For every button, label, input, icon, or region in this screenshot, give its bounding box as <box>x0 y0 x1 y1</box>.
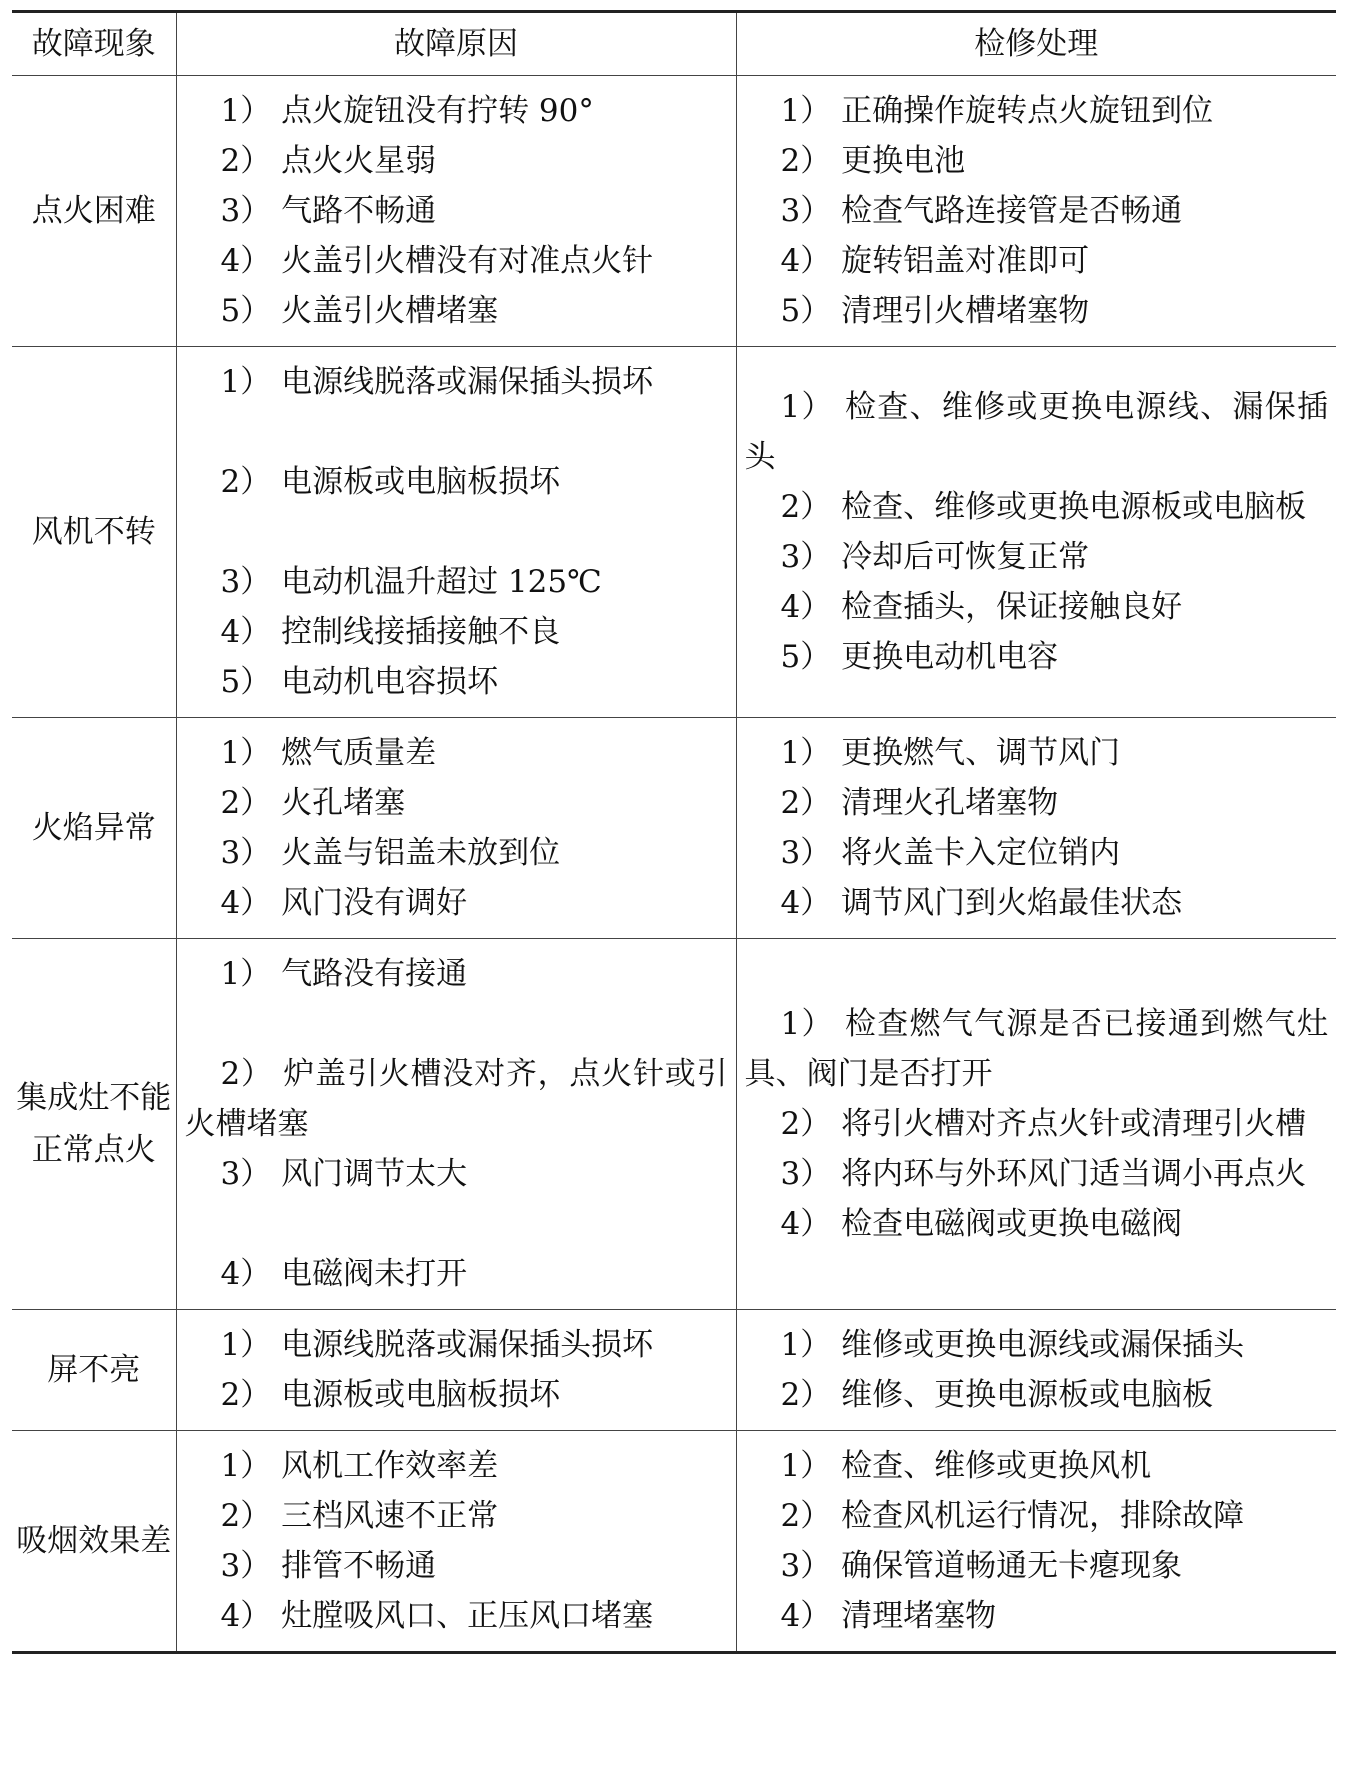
cause-line: 2） 火孔堵塞 <box>220 785 406 821</box>
cause-cell <box>176 1431 736 1653</box>
cause-line: 1） 气路没有接通 <box>220 956 468 992</box>
fix-line: 1） 检查、维修或更换电源线、漏保插头 <box>744 389 1328 475</box>
header-fix: 检修处理 <box>736 12 1336 76</box>
cause-cell <box>176 76 736 347</box>
fix-cell <box>736 1310 1336 1431</box>
cause-line: 3） 气路不畅通 <box>220 193 437 229</box>
cause-line: 3） 火盖与铝盖未放到位 <box>220 835 561 871</box>
fix-line: 2） 将引火槽对齐点火针或清理引火槽 <box>780 1106 1307 1142</box>
table-row <box>12 76 1336 347</box>
cause-line: 3） 排管不畅通 <box>220 1548 437 1584</box>
fix-line: 1） 维修或更换电源线或漏保插头 <box>780 1327 1245 1363</box>
cause-line: 4） 火盖引火槽没有对准点火针 <box>220 243 654 279</box>
cause-line: 2） 电源板或电脑板损坏 <box>220 1377 561 1413</box>
line-gap <box>185 1199 728 1249</box>
fix-line: 4） 清理堵塞物 <box>780 1598 997 1634</box>
fix-cell <box>736 718 1336 939</box>
fix-line: 2） 清理火孔堵塞物 <box>780 785 1059 821</box>
fix-cell <box>736 76 1336 347</box>
cause-cell <box>176 718 736 939</box>
fix-line: 3） 检查气路连接管是否畅通 <box>780 193 1183 229</box>
cause-line: 3） 风门调节太大 <box>220 1156 468 1192</box>
symptom-cell: 屏不亮 <box>12 1310 176 1431</box>
cause-line: 2） 三档风速不正常 <box>220 1498 499 1534</box>
fix-line: 2） 更换电池 <box>780 143 966 179</box>
line-gap <box>185 507 728 557</box>
header-cause: 故障原因 <box>176 12 736 76</box>
fix-line: 1） 检查燃气气源是否已接通到燃气灶具、阀门是否打开 <box>744 1006 1328 1092</box>
line-gap <box>185 999 728 1049</box>
header-row <box>12 12 1336 76</box>
cause-line: 5） 火盖引火槽堵塞 <box>220 293 499 329</box>
header-symptom: 故障现象 <box>12 12 176 76</box>
table-row <box>12 718 1336 939</box>
table-row <box>12 347 1336 718</box>
fix-line: 3） 将火盖卡入定位销内 <box>780 835 1121 871</box>
cause-line: 4） 灶膛吸风口、正压风口堵塞 <box>220 1598 654 1634</box>
cause-line: 2） 点火火星弱 <box>220 143 437 179</box>
fix-line: 2） 检查风机运行情况，排除故障 <box>780 1498 1245 1534</box>
fix-line: 5） 更换电动机电容 <box>780 639 1059 675</box>
fix-line: 3） 将内环与外环风门适当调小再点火 <box>780 1156 1307 1192</box>
fix-line: 4） 调节风门到火焰最佳状态 <box>780 885 1183 921</box>
symptom-cell: 火焰异常 <box>12 718 176 939</box>
fix-line: 4） 旋转铝盖对准即可 <box>780 243 1090 279</box>
symptom-cell: 点火困难 <box>12 76 176 347</box>
cause-cell <box>176 347 736 718</box>
cause-line: 4） 电磁阀未打开 <box>220 1256 468 1292</box>
cause-line: 1） 电源线脱落或漏保插头损坏 <box>220 364 654 400</box>
symptom-cell: 吸烟效果差 <box>12 1431 176 1653</box>
line-gap <box>185 407 728 457</box>
fix-cell <box>736 939 1336 1310</box>
table-row <box>12 939 1336 1310</box>
fix-line: 4） 检查电磁阀或更换电磁阀 <box>780 1206 1183 1242</box>
fix-line: 1） 检查、维修或更换风机 <box>780 1448 1152 1484</box>
fix-cell <box>736 347 1336 718</box>
cause-line: 2） 电源板或电脑板损坏 <box>220 464 561 500</box>
cause-line: 3） 电动机温升超过 125℃ <box>220 564 602 600</box>
fix-line: 1） 更换燃气、调节风门 <box>780 735 1121 771</box>
cause-line: 2） 炉盖引火槽没对齐，点火针或引火槽堵塞 <box>184 1056 728 1142</box>
table-row <box>12 1310 1336 1431</box>
symptom-cell: 风机不转 <box>12 347 176 718</box>
cause-cell <box>176 939 736 1310</box>
fix-line: 2） 维修、更换电源板或电脑板 <box>780 1377 1214 1413</box>
fix-line: 1） 正确操作旋转点火旋钮到位 <box>780 93 1214 129</box>
cause-line: 1） 点火旋钮没有拧转 90° <box>220 93 594 129</box>
cause-line: 5） 电动机电容损坏 <box>220 664 499 700</box>
cause-line: 1） 风机工作效率差 <box>220 1448 499 1484</box>
cause-line: 4） 控制线接插接触不良 <box>220 614 561 650</box>
cause-cell <box>176 1310 736 1431</box>
table-row <box>12 1431 1336 1653</box>
cause-line: 1） 燃气质量差 <box>220 735 437 771</box>
symptom-cell: 集成灶不能正常点火 <box>12 939 176 1310</box>
fault-table <box>12 10 1336 1654</box>
fix-line: 4） 检查插头，保证接触良好 <box>780 589 1183 625</box>
fix-line: 3） 冷却后可恢复正常 <box>780 539 1090 575</box>
fix-cell <box>736 1431 1336 1653</box>
cause-line: 1） 电源线脱落或漏保插头损坏 <box>220 1327 654 1363</box>
fix-line: 2） 检查、维修或更换电源板或电脑板 <box>780 489 1307 525</box>
fix-line: 3） 确保管道畅通无卡瘪现象 <box>780 1548 1183 1584</box>
fix-line: 5） 清理引火槽堵塞物 <box>780 293 1090 329</box>
cause-line: 4） 风门没有调好 <box>220 885 468 921</box>
